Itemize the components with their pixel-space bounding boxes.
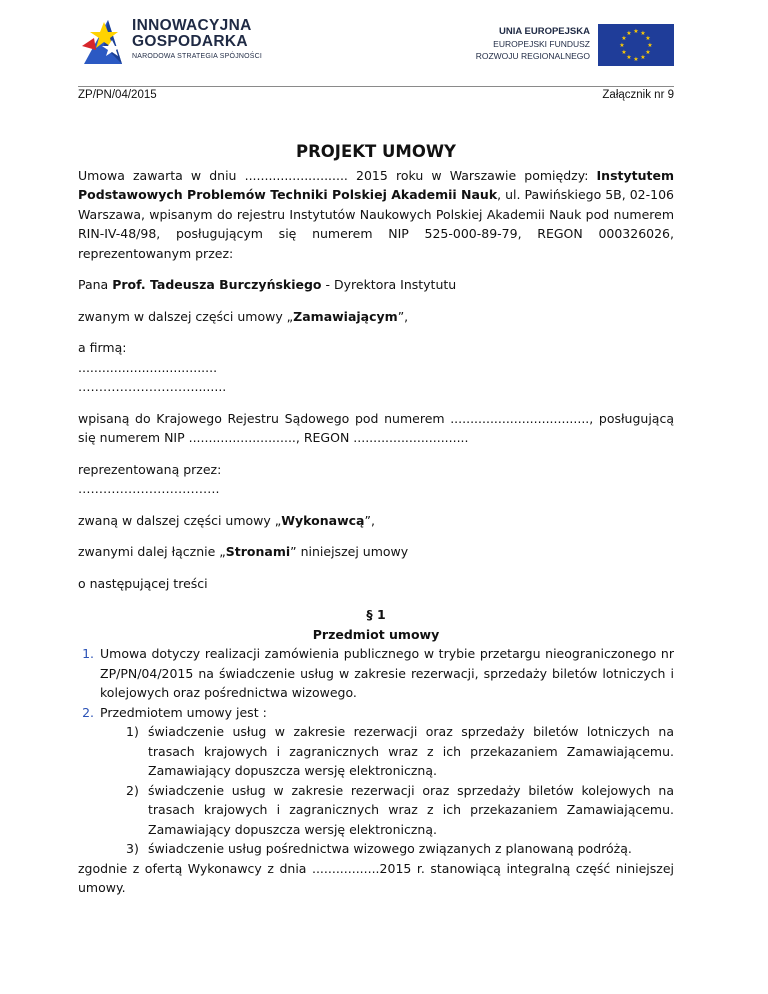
numbered-list [78, 644, 674, 859]
sub-list-item: świadczenie usług w zakresie rezerwacji oraz sprzedaży biletów kolejowych na trasach krajowych i zagranicznych wraz z ich przekazaniem Zamawiającemu. Zamawiający dopuszcza wersję elektroniczną. [148, 782, 674, 837]
reference-number: ZP/PN/04/2015 [78, 89, 157, 101]
zamawiajacy-paragraph [78, 307, 674, 327]
zam-text-1: zwanym w dalszej części umowy „ [78, 308, 294, 324]
svg-text:★: ★ [645, 49, 651, 56]
strony-paragraph [78, 542, 674, 562]
svg-text:★: ★ [626, 54, 632, 61]
innowacyjna-gospodarka-logo [78, 14, 278, 70]
svg-text:★: ★ [619, 42, 625, 49]
list-item [98, 703, 674, 859]
ig-title-line2: GOSPODARKA [132, 33, 248, 50]
krs-paragraph: wpisaną do Krajowego Rejestru Sądowego pod numerem ..................................., posługującą się numerem NIP ..........................., REGON ............................. [78, 410, 674, 445]
firm-blank-2: ………………………......... [78, 379, 227, 394]
intro-paragraph [78, 166, 674, 264]
intro-text-1: Umowa zawarta w dniu .......................... 2015 roku w Warszawie pomiędzy: [78, 167, 597, 183]
content-intro: o następującej treści [78, 575, 208, 591]
rep-text-2: - Dyrektora Instytutu [321, 277, 457, 292]
ig-subtitle: NARODOWA STRATEGIA SPÓJNOŚCI [132, 53, 263, 60]
wykonawca-paragraph [78, 511, 674, 531]
page-title: PROJEKT UMOWY [295, 142, 456, 161]
page-header [78, 14, 674, 72]
strony-term: Stronami [225, 544, 291, 559]
svg-text:★: ★ [621, 49, 627, 56]
contract-body [78, 142, 674, 898]
zam-text-2: ”, [397, 308, 409, 324]
list-item: 1. Umowa dotyczy realizacji zamówienia publicznego w trybie przetargu nieograniczonego nr ZP/PN/04/2015 na świadczenie usług w zakresie rezerwacji, sprzedaży biletów lotniczych i kolejowych oraz pośrednictwa wizowego. [98, 644, 674, 703]
header-divider [78, 86, 674, 87]
eu-line2: EUROPEJSKI FUNDUSZ [493, 39, 590, 49]
sub-list [100, 722, 674, 859]
intro-text-2: , ul. Pawińskiego 5B, 02-106 Warszawa, wpisanym do rejestru Instytutów Naukowych Polskiej Akademii Nauk pod numerem RIN-IV-48/98, posługującym się numerem NIP 525-000-89-79, REGON 000326026, reprezentowanym przez: [78, 187, 674, 261]
str-text-2: ” niniejszej umowy [290, 544, 409, 559]
closing-paragraph: zgodnie z ofertą Wykonawcy z dnia .................2015 r. stanowiącą integralną część niniejszej umowy. [78, 860, 674, 895]
section-number: § 1 [366, 607, 386, 622]
represented-by-blank: ……………………………. [78, 481, 220, 496]
wyk-text-1: zwaną w dalszej części umowy „ [78, 512, 282, 528]
section-title: Przedmiot umowy [312, 626, 440, 642]
str-text-1: zwanymi dalej łącznie „ [78, 544, 226, 559]
ig-title-line1: INNOWACYJNA [132, 17, 252, 34]
eu-line1: UNIA EUROPEJSKA [499, 26, 590, 37]
svg-text:★: ★ [633, 56, 639, 63]
svg-text:★: ★ [645, 35, 651, 42]
svg-text:★: ★ [633, 28, 639, 35]
svg-text:★: ★ [626, 30, 632, 37]
representative-paragraph [78, 275, 674, 295]
firm-label: a firmą: [78, 340, 127, 355]
svg-text:★: ★ [640, 54, 646, 61]
ig-logo-icon [78, 16, 128, 68]
eu-flag-icon [598, 24, 674, 66]
represented-by-label: reprezentowaną przez: [78, 461, 222, 477]
wykonawca-term: Wykonawcą [281, 512, 365, 528]
zamawiajacy-term: Zamawiającym [293, 308, 398, 324]
attachment-label: Załącznik nr 9 [602, 89, 674, 101]
rep-text-1: Pana [78, 277, 113, 292]
director-name: Prof. Tadeusza Burczyńskiego [112, 277, 322, 292]
list-item-text: Przedmiotem umowy jest : [100, 704, 267, 720]
wyk-text-2: ”, [364, 512, 375, 528]
svg-text:★: ★ [621, 35, 627, 42]
institute-name: Instytutem Podstawowych Problemów Techniki Polskiej Akademii Nauk [78, 167, 674, 202]
firm-blank-1: ................................... [78, 359, 218, 375]
svg-text:★: ★ [647, 42, 653, 49]
svg-text:★: ★ [640, 30, 646, 37]
eu-line3: ROZWOJU REGIONALNEGO [475, 51, 590, 61]
sub-list-item: świadczenie usług pośrednictwa wizowego związanych z planowaną podróżą. [148, 841, 632, 856]
eu-logo [474, 16, 674, 66]
sub-list-item: świadczenie usług w zakresie rezerwacji oraz sprzedaży biletów lotniczych na trasach krajowych i zagranicznych wraz z ich przekazaniem Zamawiającemu. Zamawiający dopuszcza wersję elektroniczną. [148, 724, 674, 778]
